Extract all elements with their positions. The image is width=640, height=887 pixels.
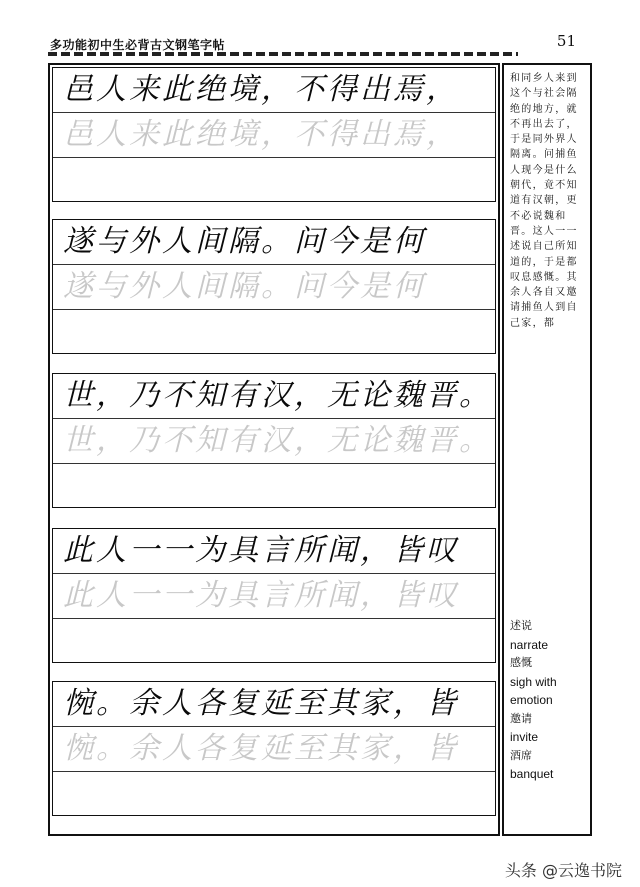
header-title: 多功能初中生必背古文钢笔字帖 [50, 38, 226, 52]
vocab-zh: 述说 [510, 619, 532, 632]
blank-row[interactable] [53, 310, 495, 355]
practice-block-3 [52, 373, 496, 508]
model-row: 邑人来此绝境，不得出焉， [53, 68, 495, 113]
model-row: 世，乃不知有汉，无论魏晋。 [53, 374, 495, 419]
vocab-en: invite [510, 730, 539, 744]
trace-row: 邑人来此绝境，不得出焉， [53, 113, 495, 158]
vocab-en: sigh with emotion [510, 674, 557, 707]
vocab-zh: 感慨 [510, 656, 532, 669]
vocab-en: banquet [510, 767, 554, 781]
model-row: 遂与外人间隔。问今是何 [53, 220, 495, 265]
trace-row: 此人一一为具言所闻，皆叹 [53, 574, 495, 619]
sidebar [502, 63, 592, 836]
practice-block-5 [52, 681, 496, 816]
practice-block-1 [52, 67, 496, 202]
vocabulary-list [510, 617, 590, 784]
blank-row[interactable] [53, 158, 495, 203]
trace-row: 惋。余人各复延至其家，皆 [53, 727, 495, 772]
trace-row: 遂与外人间隔。问今是何 [53, 265, 495, 310]
model-row: 此人一一为具言所闻，皆叹 [53, 529, 495, 574]
blank-row[interactable] [53, 772, 495, 817]
blank-row[interactable] [53, 619, 495, 664]
watermark: 头条 @云逸书院 [504, 861, 622, 880]
page-number: 51 [556, 32, 576, 50]
translation-text: 和同乡人来到这个与社会隔绝的地方，就不再出去了，于是同外界人隔离。问捕鱼人现今是什么朝代，竟不知道有汉朝，更不必说魏和晋。这人一一述说自己所知道的，于是都叹息感慨。其余人各自又邀请捕鱼人到自己家，都 [510, 73, 578, 329]
vocab-en: narrate [510, 637, 549, 652]
vocab-zh: 邀请 [510, 711, 532, 725]
practice-block-4 [52, 528, 496, 663]
model-row: 惋。余人各复延至其家，皆 [53, 682, 495, 727]
practice-block-2 [52, 219, 496, 354]
header-rule [48, 52, 518, 56]
blank-row[interactable] [53, 464, 495, 509]
trace-row: 世，乃不知有汉，无论魏晋。 [53, 419, 495, 464]
vocab-zh: 酒席 [510, 748, 532, 762]
